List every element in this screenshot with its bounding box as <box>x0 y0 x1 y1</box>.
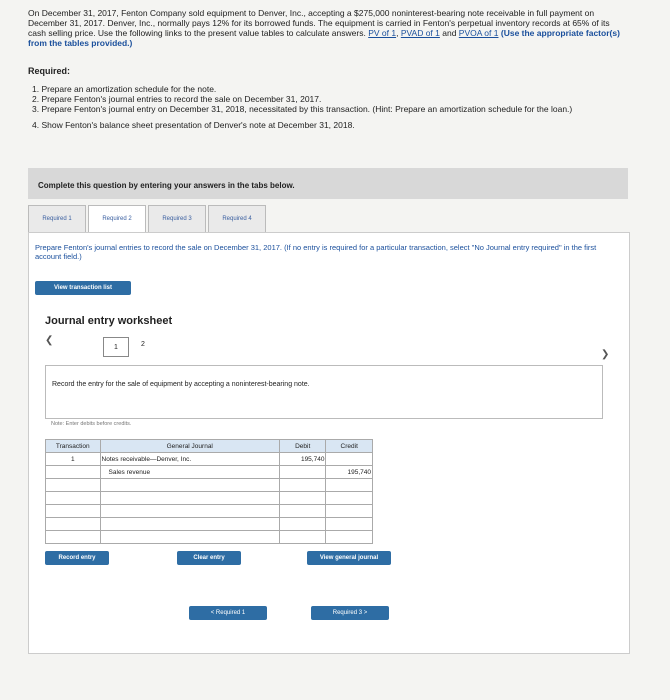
instruction-band <box>28 168 628 199</box>
tab-panel <box>28 232 630 654</box>
record-entry-button[interactable]: Record entry <box>45 551 109 565</box>
worksheet-title: Journal entry worksheet <box>45 315 173 327</box>
table-row <box>46 466 373 479</box>
credit-cell[interactable] <box>326 492 373 505</box>
account-cell[interactable]: Notes receivable—Denver, Inc. <box>100 453 279 466</box>
hint-text: (Use the appropriate factor(s) from the tables provided.) <box>28 28 620 48</box>
table-row <box>46 505 373 518</box>
required-title: Required: <box>28 66 71 76</box>
account-cell[interactable] <box>100 492 279 505</box>
credit-cell[interactable] <box>326 479 373 492</box>
pvoa-of-1-link[interactable]: PVOA of 1 <box>458 28 499 38</box>
band-text: Complete this question by entering your answers in the tabs below. <box>38 181 295 190</box>
table-row <box>46 453 373 466</box>
col-header-transaction: Transaction <box>46 440 101 453</box>
tab-required-2[interactable]: Required 2 <box>88 205 146 232</box>
credit-cell[interactable]: 195,740 <box>326 466 373 479</box>
credit-cell[interactable] <box>326 453 373 466</box>
clear-entry-button[interactable]: Clear entry <box>177 551 241 565</box>
pvad-of-1-link[interactable]: PVAD of 1 <box>400 28 440 38</box>
record-description-box <box>45 365 603 419</box>
tab-bar <box>28 205 268 233</box>
problem-text: On December 31, 2017, Fenton Company sold equipment to Denver, Inc., accepting a $275,000 noninterest-bearing note receivable in full payment on December 31, 2017. Denver, Inc., normally pays 12% for its borrowed funds. The equipment is carried in Fenton's perpetual inventory records at 65% of its cash selling price. Use the following links to the present value tables to calculate answers. <box>28 8 610 38</box>
tab-required-3[interactable]: Required 3 <box>148 205 206 233</box>
debit-cell[interactable] <box>279 518 326 531</box>
view-transaction-list-button[interactable]: View transaction list <box>35 281 131 295</box>
credit-cell[interactable] <box>326 505 373 518</box>
txn-cell <box>46 518 101 531</box>
page-1-button[interactable]: 1 <box>103 337 129 357</box>
debit-cell[interactable] <box>279 479 326 492</box>
table-row <box>46 479 373 492</box>
view-general-journal-button[interactable]: View general journal <box>307 551 391 565</box>
credit-cell[interactable] <box>326 518 373 531</box>
debits-note: Note: Enter debits before credits. <box>51 421 132 427</box>
required-item: 2. Prepare Fenton's journal entries to record the sale on December 31, 2017. <box>32 94 322 104</box>
debit-cell[interactable] <box>279 492 326 505</box>
txn-cell <box>46 479 101 492</box>
chevron-left-icon[interactable]: ❮ <box>45 335 54 346</box>
record-text: Record the entry for the sale of equipment by accepting a noninterest-bearing note. <box>52 381 310 388</box>
account-cell[interactable] <box>100 479 279 492</box>
tab-instruction: Prepare Fenton's journal entries to record the sale on December 31, 2017. (If no entry is required for a particular transaction, select "No Journal entry required" in the first account field.) <box>35 243 597 261</box>
account-cell[interactable] <box>100 518 279 531</box>
credit-cell[interactable] <box>326 531 373 544</box>
debit-cell[interactable]: 195,740 <box>279 453 326 466</box>
journal-table <box>45 439 373 544</box>
debit-cell[interactable] <box>279 466 326 479</box>
link-separator: and <box>439 28 459 38</box>
txn-cell: 1 <box>46 453 101 466</box>
txn-cell <box>46 492 101 505</box>
account-cell[interactable] <box>100 505 279 518</box>
table-row <box>46 531 373 544</box>
col-header-debit: Debit <box>279 440 326 453</box>
table-row <box>46 518 373 531</box>
account-cell[interactable]: Sales revenue <box>100 466 279 479</box>
debit-cell[interactable] <box>279 531 326 544</box>
required-item: 3. Prepare Fenton's journal entry on December 31, 2018, necessitated by this transaction. (Hint: Prepare an amortization schedule for the loan.) <box>32 104 573 114</box>
txn-cell <box>46 505 101 518</box>
account-cell[interactable] <box>100 531 279 544</box>
pv-of-1-link[interactable]: PV of 1 <box>368 28 397 38</box>
required-item: 4. Show Fenton's balance sheet presentation of Denver's note at December 31, 2018. <box>32 120 355 130</box>
tab-required-4[interactable]: Required 4 <box>208 205 266 233</box>
txn-cell <box>46 466 101 479</box>
previous-required-button[interactable]: < Required 1 <box>189 606 267 620</box>
required-list <box>32 84 632 130</box>
page-2-button[interactable]: 2 <box>141 341 145 348</box>
table-row <box>46 492 373 505</box>
col-header-credit: Credit <box>326 440 373 453</box>
txn-cell <box>46 531 101 544</box>
required-item: 1. Prepare an amortization schedule for the note. <box>32 84 217 94</box>
next-required-button[interactable]: Required 3 > <box>311 606 389 620</box>
problem-statement <box>28 8 628 48</box>
debit-cell[interactable] <box>279 505 326 518</box>
tab-required-1[interactable]: Required 1 <box>28 205 86 233</box>
chevron-right-icon[interactable]: ❯ <box>601 349 610 360</box>
link-separator: , <box>396 28 401 38</box>
col-header-general-journal: General Journal <box>100 440 279 453</box>
